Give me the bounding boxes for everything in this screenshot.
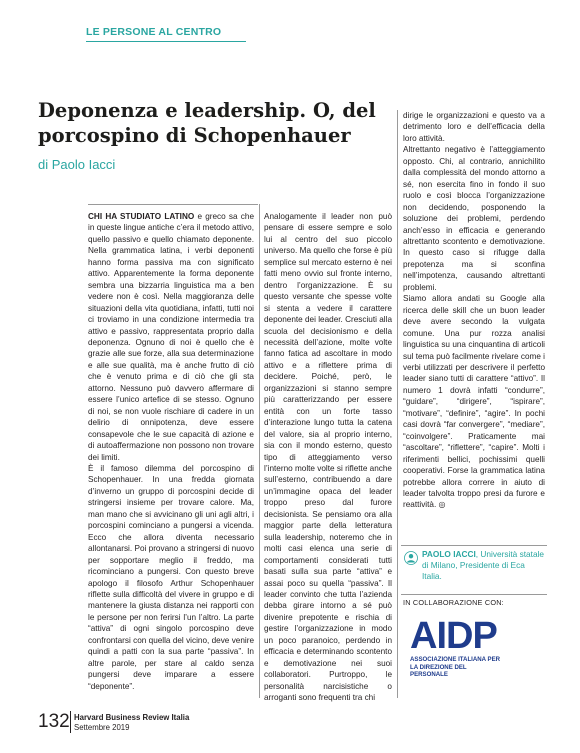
issue-date: Settembre 2019: [74, 723, 130, 732]
footer-divider: [70, 711, 71, 733]
article-author: di Paolo Iacci: [38, 157, 116, 172]
paragraph: Siamo allora andati su Google alla ricerca delle skill che un buon leader deve avere secondo la vulgata comune. Una pur rozza analisi linguistica su una cinquantina di articoli sul tema può facilmente rivelare come i verbi utilizzati per descrivere il perfetto leader siano tutti di carattere “attivo”. Il numero 1 dovrà infatti “condurre”, “guidare”, “dirigere”, “ispirare”, “motivare”, “definire”, “agire”. In pochi casi dovrà “far convergere”, “mediare”, “coinvolgere”. Praticamente mai “ascoltare”, “riflettere”, “capire”. Molti i riferimenti bellici, pochissimi quelli cooperativi. Forse la grammatica latina potrebbe allora correre in aiuto di leader talvolta troppo presi da furore e reattività. ◎: [403, 294, 545, 510]
aidp-logo: [410, 615, 506, 679]
paragraph: È il famoso dilemma del porcospino di Schopenhauer. In una fredda giornata d’inverno un gruppo di porcospini decide di stringersi insieme per trovare calore. Ma, man mano che si avvicinano gli uni agli altri, i porcospini cominciano a pungersi a vicenda. Ecco che allora diventa necessario allontanarsi. Poi provano a stringersi di nuovo per sopportare meglio il freddo, ma ricominciano a pungersi. Con questo breve apologo il filosofo Arthur Schopenhauer riflette sulla difficoltà del vivere in gruppo e di mantenere la giusta distanza nei rapporti con le persone per non ferirsi l’un l’altro. La parte “attiva” di ogni singolo porcospino deve confrontarsi con quella del vicino, deve venire quindi a patti con la sua parte “passiva”. In altre parole, per stare al caldo senza pungersi deve imparare a essere “deponente”.: [88, 463, 254, 691]
aidp-logo-sub-1: ASSOCIAZIONE ITALIANA PER: [410, 656, 501, 663]
aidp-logo-name: AIDP: [410, 615, 497, 657]
collab-rule: [401, 594, 547, 595]
column-divider-2: [397, 110, 398, 698]
magazine-name: Harvard Business Review Italia: [74, 713, 190, 722]
bio-name: PAOLO IACCI: [422, 549, 476, 559]
paragraph: dirige le organizzazioni e questo va a detrimento loro e dell’efficacia della loro attività.: [403, 111, 545, 143]
paragraph-text: e greco sa che in queste lingue antiche c’era il metodo attivo, quello passivo e quello chiamato deponente. Nella grammatica latina, i verbi deponenti hanno forma passiva ma con significato attivo. Apparentemente la forma deponente sembra una bizzarria linguistica ma a ben vedere non è così. Nella maggioranza delle situazioni della vita quotidiana, infatti, tutti noi ci troviamo in una condizione intermedia tra attivo e passivo, rappresentata proprio dalla deponenza. Ognuno di noi è quello che è grazie alle sue forze, alla sua determinazione e alle sue qualità, ma è anche frutto di ciò che è venuto prima e di ciò che gli sta attorno. Nessuno può davvero affermare di essere l’unico artefice di se stesso. Ognuno di noi, se non vuole rischiare di cadere in un delirio di onnipotenza, deve essere consapevole che le sue capacità di azione e di autoaffermazione non possono non trovare dei limiti.: [88, 212, 254, 462]
section-tag: LE PERSONE AL CENTRO: [86, 26, 246, 42]
column-1: [88, 211, 254, 692]
column-3: [403, 110, 545, 511]
paragraph: Altrettanto negativo è l’atteggiamento opposto. Chi, al contrario, annichilito dalla complessità del mondo attorno a sé, non esercita fino in fondo il suo ruolo e così blocca l’organizzazione non decidendo, posponendo la soluzione dei problemi, perdendo anch’esso in efficacia e generando altrettanto scontento e demotivazione. In questo caso si rifugge dalla prepotenza ma si sconfina nell’impotenza, causando altrettanti problemi.: [403, 145, 545, 292]
paragraph: Analogamente il leader non può pensare di essere sempre e solo lui al centro del suo piccolo universo. Ma quello che forse è più semplice sul mercato esterno è nei fatti meno ovvio sul fronte interno, dentro l’organizzazione. È su questo versante che spesse volte si stenta a vedere il carattere deponente dei leader. Cresciuti alla scuola del decisionismo e della necessità dell’azione, molte volte fanno fatica ad ascoltare in modo attivo e a riflettere prima di decidere. Poiché, però, le organizzazioni si stanno sempre più caratterizzando per essere entità con un forte tasso d’interazione lungo tutta la catena del valore, sia al proprio interno, sia con il mondo esterno, questo tipo di atteggiamento verso l’interno molte volte si riflette anche sull’esterno, contribuendo a dare un’immagine opaca del leader troppo preso dal furore decisionista. Se pensiamo ora alla maggior parte della letteratura sulla leadership, noteremo che in molti casi elenca una serie di comportamenti considerati tutti basati sulla sua parte “attiva” e assai poco su quella “passiva”. Il leader convinto che tutta l’azienda debba girare intorno a sé può divenire prepotente e rischia di gestire l’organizzazione in modo un poco paranoico, perdendo in efficacia e determinando scontento e demotivazione nei suoi collaboratori. Purtroppo, le personalità narcisistiche o arroganti sono frequenti tra chi: [264, 212, 392, 703]
author-bio: [402, 549, 546, 582]
collab-label: IN COLLABORAZIONE CON:: [403, 598, 504, 607]
bio-text: , Università statale di Milano, Presidente di Eca Italia.: [422, 549, 545, 581]
paragraph: [88, 211, 254, 463]
column-divider-1: [259, 204, 260, 698]
lead-in: CHI HA STUDIATO LATINO: [88, 212, 195, 221]
page-number: 132: [38, 711, 70, 732]
aidp-logo-sub-2: LA DIREZIONE DEL PERSONALE: [410, 663, 467, 678]
column-top-rule: [88, 204, 258, 205]
column-2: [264, 211, 392, 703]
article-title: Deponenza e leadership. O, del porcospino di Schopenhauer: [38, 99, 376, 147]
bio-rule: [401, 545, 547, 546]
